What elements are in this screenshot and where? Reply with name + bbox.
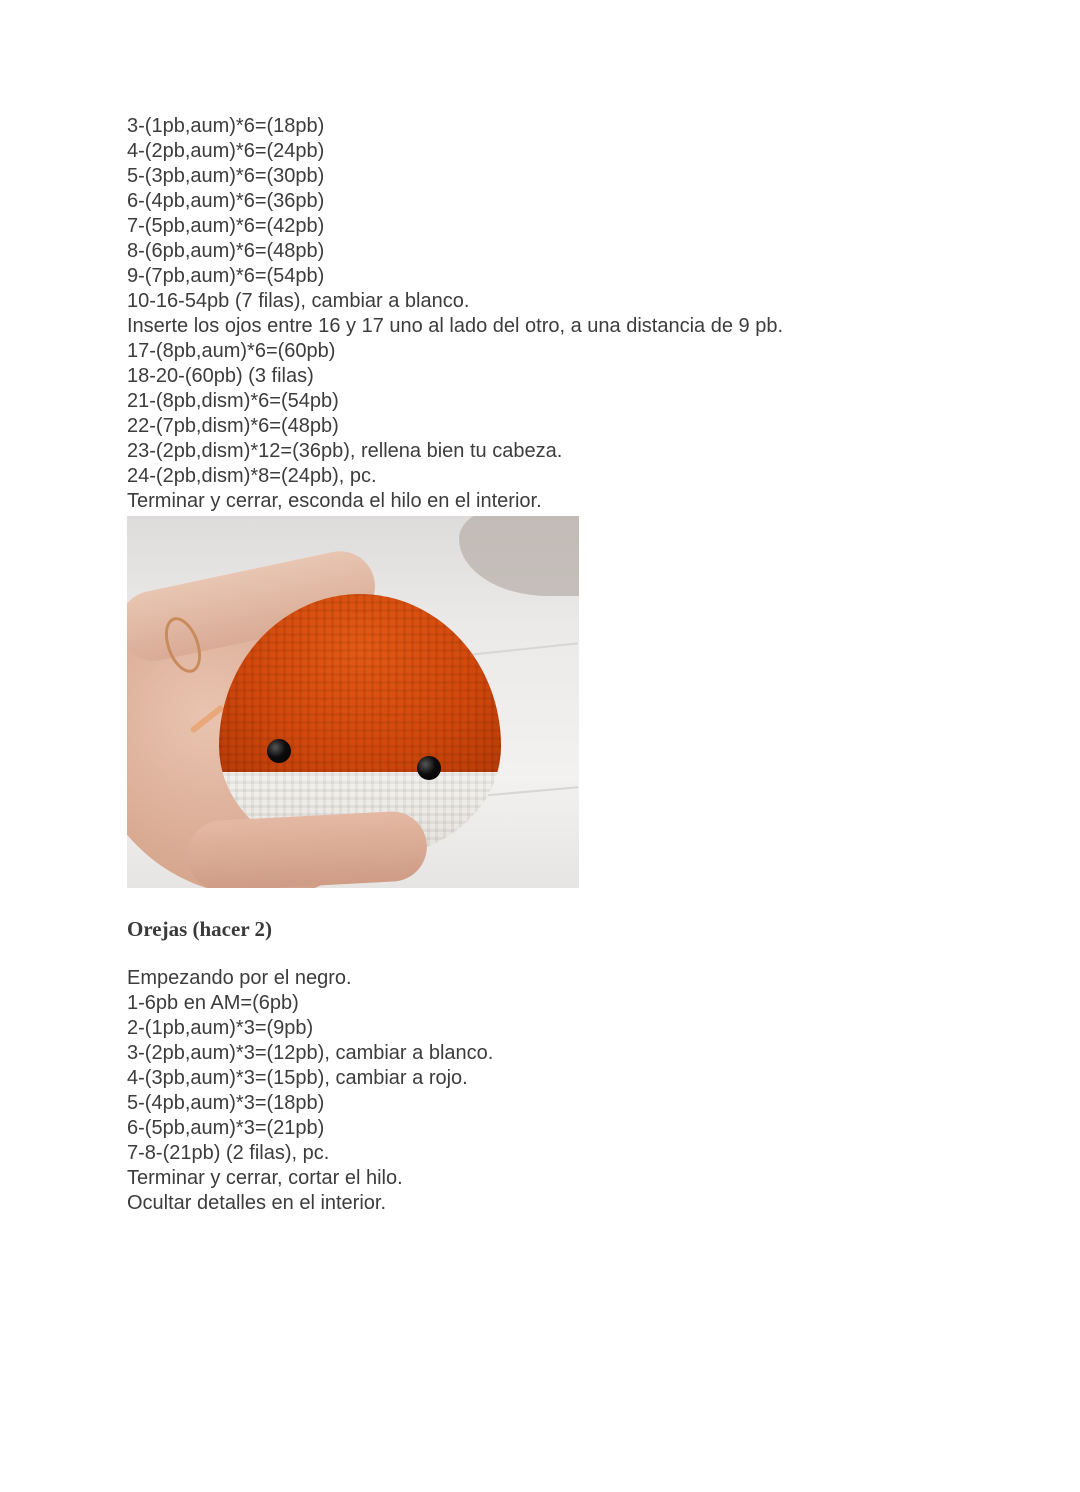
instruction-line: 7-(5pb,aum)*6=(42pb) xyxy=(127,215,325,237)
instruction-line: 10-16-54pb (7 filas), cambiar a blanco. xyxy=(127,290,470,312)
instruction-line: Empezando por el negro. xyxy=(127,967,352,989)
instruction-line: 3-(1pb,aum)*6=(18pb) xyxy=(127,115,325,137)
instruction-line: 3-(2pb,aum)*3=(12pb), cambiar a blanco. xyxy=(127,1042,494,1064)
thumb xyxy=(185,810,428,888)
instruction-line: 21-(8pb,dism)*6=(54pb) xyxy=(127,390,339,412)
instruction-line: 17-(8pb,aum)*6=(60pb) xyxy=(127,340,336,362)
instruction-line: 6-(5pb,aum)*3=(21pb) xyxy=(127,1117,325,1139)
amigurumi-head-photo xyxy=(127,516,579,888)
instruction-line: 5-(4pb,aum)*3=(18pb) xyxy=(127,1092,325,1114)
section-heading-ears: Orejas (hacer 2) xyxy=(127,917,273,941)
instruction-line: 18-20-(60pb) (3 filas) xyxy=(127,365,314,387)
head-instructions xyxy=(127,114,927,514)
ears-instructions xyxy=(127,966,927,1216)
instruction-line: 24-(2pb,dism)*8=(24pb), pc. xyxy=(127,465,377,487)
instruction-line: Terminar y cerrar, esconda el hilo en el interior. xyxy=(127,490,542,512)
instruction-line: 8-(6pb,aum)*6=(48pb) xyxy=(127,240,325,262)
spacer xyxy=(127,942,927,966)
instruction-line: 23-(2pb,dism)*12=(36pb), rellena bien tu cabeza. xyxy=(127,440,563,462)
eye-right xyxy=(417,756,441,780)
instruction-line: Ocultar detalles en el interior. xyxy=(127,1192,387,1214)
background-shadow xyxy=(459,516,579,596)
instruction-line: 4-(2pb,aum)*6=(24pb) xyxy=(127,140,325,162)
instruction-line: 4-(3pb,aum)*3=(15pb), cambiar a rojo. xyxy=(127,1067,468,1089)
instruction-line: 5-(3pb,aum)*6=(30pb) xyxy=(127,165,325,187)
instruction-line: 6-(4pb,aum)*6=(36pb) xyxy=(127,190,325,212)
instruction-line: 22-(7pb,dism)*6=(48pb) xyxy=(127,415,339,437)
document-page xyxy=(127,114,927,1216)
instruction-line: 1-6pb en AM=(6pb) xyxy=(127,992,299,1014)
instruction-line: Terminar y cerrar, cortar el hilo. xyxy=(127,1167,403,1189)
instruction-line: 7-8-(21pb) (2 filas), pc. xyxy=(127,1142,330,1164)
orange-top xyxy=(219,594,501,772)
instruction-line: 9-(7pb,aum)*6=(54pb) xyxy=(127,265,325,287)
instruction-line: 2-(1pb,aum)*3=(9pb) xyxy=(127,1017,314,1039)
instruction-line: Inserte los ojos entre 16 y 17 uno al lado del otro, a una distancia de 9 pb. xyxy=(127,315,783,337)
eye-left xyxy=(267,739,291,763)
